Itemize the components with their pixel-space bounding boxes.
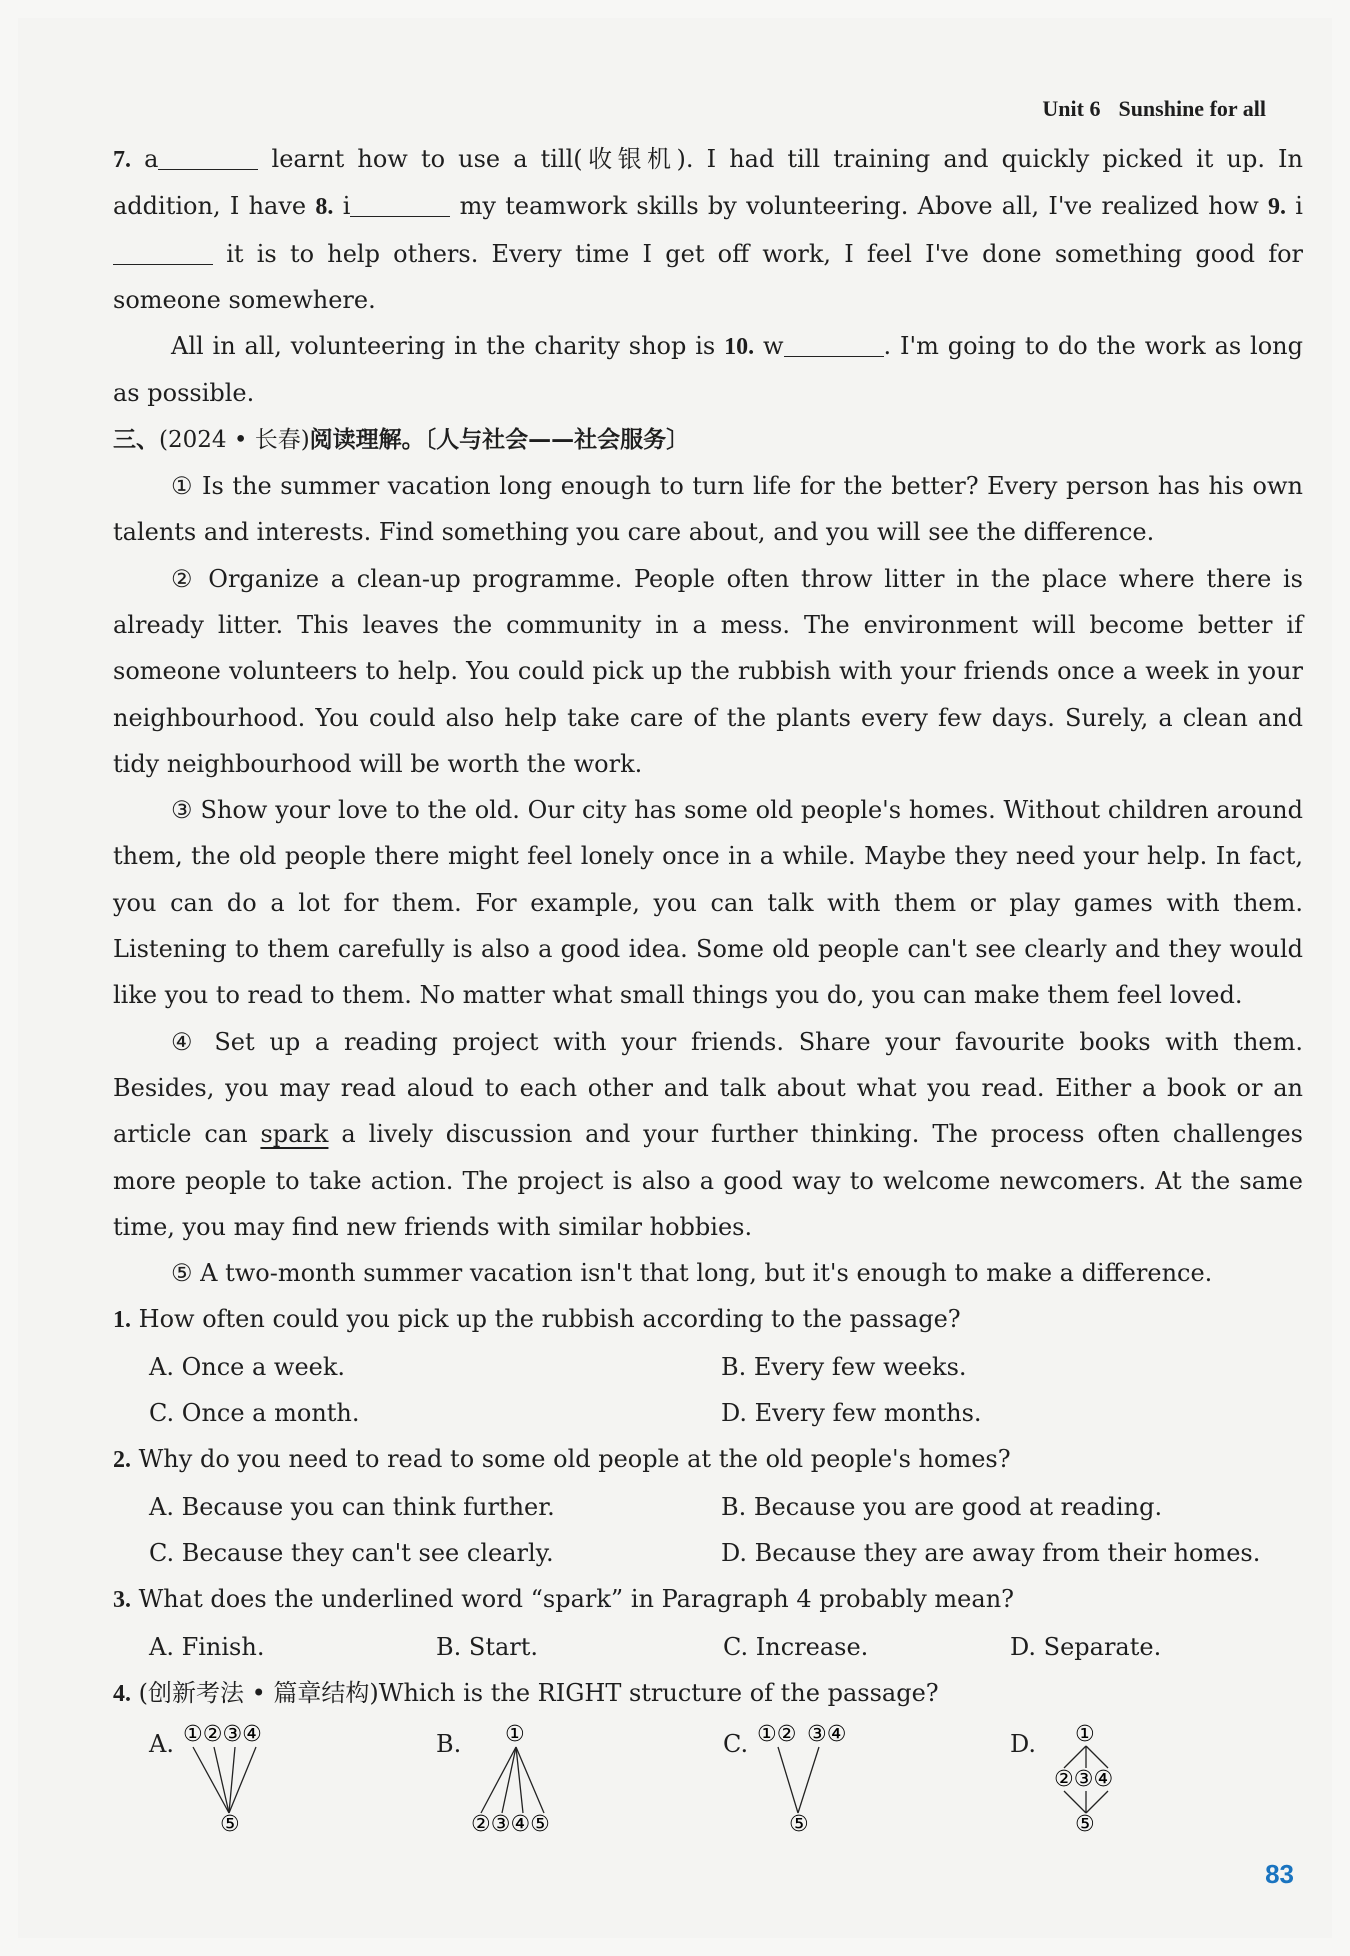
options-row	[149, 1484, 1303, 1530]
option-b[interactable]: B. Every few weeks.	[721, 1352, 967, 1381]
cloze-paragraph-1	[113, 136, 1303, 323]
option-d[interactable]: D. Because they are away from their homes.	[721, 1538, 1261, 1567]
structure-diagram-c	[751, 1713, 861, 1833]
option-c[interactable]: C.	[723, 1730, 749, 1759]
question-number-9: 9.	[1268, 194, 1287, 221]
question-number: 2.	[113, 1447, 131, 1474]
diagram-d-middle: ②③④	[1054, 1767, 1114, 1793]
section-number: 三、	[113, 426, 159, 453]
options-row	[149, 1624, 1303, 1670]
section-title	[113, 417, 1303, 463]
question-1	[113, 1296, 1303, 1343]
question-number-8: 8.	[315, 194, 334, 221]
cloze-paragraph-2	[113, 323, 1303, 417]
passage-text: a lively discussion and your further thinking. The process often challenges more people to take action. The project is also a good way to welcome newcomers. At the same time, you may find new friends with similar hobbies.	[113, 1120, 1303, 1241]
option-d[interactable]: D. Separate.	[1010, 1632, 1162, 1661]
content	[113, 136, 1303, 1841]
blank-hint-9: i	[1295, 192, 1303, 221]
structure-options	[113, 1721, 1303, 1841]
option-a[interactable]: A. Once a week.	[149, 1352, 346, 1381]
structure-diagram-d	[1045, 1713, 1155, 1833]
passage-paragraph-4	[113, 1019, 1303, 1250]
option-c[interactable]: C. Increase.	[723, 1632, 869, 1661]
question-text: What does the underlined word “spark” in Paragraph 4 probably mean?	[138, 1585, 1015, 1614]
underlined-word: spark	[260, 1120, 329, 1149]
question-4	[113, 1670, 1303, 1717]
page	[18, 18, 1332, 1938]
option-d[interactable]: D.	[1010, 1730, 1037, 1759]
options-row	[149, 1530, 1303, 1576]
structure-diagram-b	[465, 1713, 575, 1833]
passage-paragraph-2: ② Organize a clean-up programme. People often throw litter in the place where there is already litter. This leaves the community in a mess. The environment will become better if someone volunteers to help. You could pick up the rubbish with your friends once a week in your neighbourhood. You could also help take care of the plants every few days. Surely, a clean and tidy neighbourhood will be worth the work.	[113, 564, 1303, 778]
question-text: Why do you need to read to some old people at the old people's homes?	[138, 1445, 1011, 1474]
diagram-c-top-right: ③④	[807, 1722, 847, 1748]
diagram-d-bottom: ⑤	[1075, 1812, 1095, 1834]
answer-blank-8[interactable]	[350, 190, 450, 217]
option-c[interactable]: C. Once a month.	[149, 1399, 360, 1428]
question-number: 1.	[113, 1307, 131, 1334]
diagram-c-top-left: ①②	[757, 1722, 797, 1748]
question-number-7: 7.	[113, 147, 131, 173]
blank-hint-10: w	[762, 332, 784, 361]
blank-hint-8: i	[342, 192, 351, 221]
question-2	[113, 1436, 1303, 1483]
options-row	[149, 1344, 1303, 1390]
cloze-text: learnt how to use a till(收银机). I had till training and quickly picked it up. In addition, I have	[113, 145, 1303, 221]
diagram-c-bottom: ⑤	[789, 1812, 809, 1834]
answer-blank-9[interactable]	[113, 238, 213, 265]
question-3	[113, 1576, 1303, 1623]
question-text: How often could you pick up the rubbish according to the passage?	[138, 1305, 961, 1334]
passage-paragraph-1: ① Is the summer vacation long enough to turn life for the better? Every person has his own talents and interests. Find something you care about, and you will see the difference.	[113, 472, 1303, 547]
option-b[interactable]: B.	[436, 1730, 462, 1759]
section-source: (2024 • 长春)	[159, 426, 310, 453]
passage-text: ④ Set up a reading project with your friends. Share your favourite books with them. Besides, you may read aloud to each other and talk about what you read. Either a book or an article can	[113, 1027, 1303, 1149]
unit-label: Unit 6	[1042, 96, 1101, 121]
diagram-b-bottom: ②③④⑤	[471, 1812, 550, 1834]
answer-blank-10[interactable]	[784, 330, 884, 357]
structure-diagram-a	[177, 1713, 277, 1833]
option-a[interactable]: A. Finish.	[149, 1632, 265, 1661]
diagram-a-top: ①②③④	[183, 1722, 262, 1748]
page-number: 83	[1265, 1859, 1294, 1889]
cloze-text: it is to help others. Every time I get off work, I feel I've done something good for someone somewhere.	[113, 239, 1303, 314]
option-a[interactable]: A.	[149, 1730, 174, 1759]
option-d[interactable]: D. Every few months.	[721, 1399, 982, 1428]
option-b[interactable]: B. Start.	[436, 1632, 539, 1661]
option-b[interactable]: B. Because you are good at reading.	[721, 1492, 1163, 1521]
options-row	[149, 1390, 1303, 1436]
option-a[interactable]: A. Because you can think further.	[149, 1492, 555, 1521]
passage-paragraph-3: ③ Show your love to the old. Our city has some old people's homes. Without children around them, the old people there might feel lonely once in a while. Maybe they need your help. In fact, you can do a lot for them. For example, you can talk with them or play games with them. Listening to them carefully is also a good idea. Some old people can't see clearly and they would like you to read to them. No matter what small things you do, you can make them feel loved.	[113, 796, 1303, 1010]
question-number-10: 10.	[724, 334, 755, 361]
question-tag: (创新考法 • 篇章结构)	[138, 1678, 379, 1707]
page-header	[1042, 96, 1266, 122]
cloze-text: . I'm going to do the work as long as possible.	[113, 332, 1303, 408]
answer-blank-7[interactable]	[158, 143, 258, 170]
passage-paragraph-5: ⑤ A two-month summer vacation isn't that long, but it's enough to make a difference.	[171, 1259, 1213, 1288]
diagram-a-bottom: ⑤	[220, 1812, 240, 1834]
unit-title: Sunshine for all	[1118, 96, 1266, 121]
blank-hint-7: a	[144, 145, 159, 173]
question-text: Which is the RIGHT structure of the passage?	[378, 1678, 939, 1707]
question-number: 4.	[113, 1680, 131, 1707]
diagram-b-top: ①	[505, 1722, 525, 1748]
section-heading: 阅读理解。〔人与社会——社会服务〕	[309, 426, 690, 453]
cloze-text: my teamwork skills by volunteering. Above all, I've realized how	[459, 192, 1259, 221]
question-number: 3.	[113, 1587, 131, 1614]
diagram-d-top: ①	[1075, 1722, 1095, 1748]
cloze-text: All in all, volunteering in the charity shop is	[171, 332, 716, 361]
option-c[interactable]: C. Because they can't see clearly.	[149, 1538, 554, 1567]
